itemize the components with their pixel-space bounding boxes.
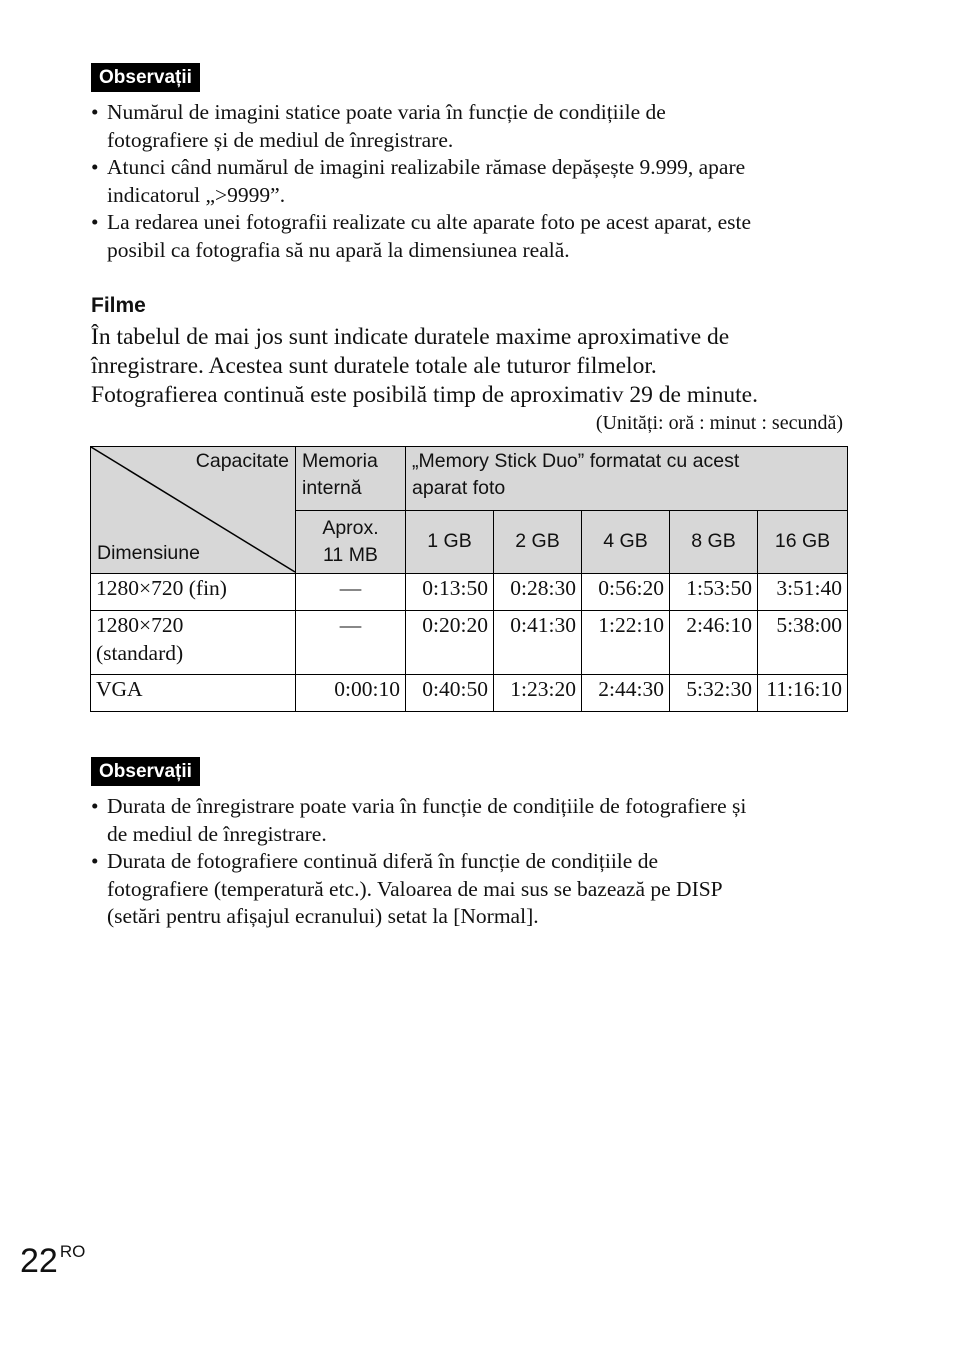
note-line: posibil ca fotografia să nu apară la dimensiunea reală. bbox=[107, 237, 570, 262]
header-line: Aprox. bbox=[322, 516, 379, 539]
row-value: 3:51:40 bbox=[758, 574, 848, 611]
row-value: 0:56:20 bbox=[582, 574, 670, 611]
note-line: fotografiere (temperatură etc.). Valoarea de mai sus se bazează pe DISP bbox=[107, 876, 723, 901]
note-line: • La redarea unei fotografii realizate cu alte aparate foto pe acest aparat, este bbox=[107, 210, 752, 234]
row-value: 2:44:30 bbox=[582, 675, 670, 712]
intro-line: înregistrare. Acestea sunt duratele totale ale tuturor filmelor. bbox=[91, 353, 657, 379]
page-language-code: RO bbox=[59, 1242, 86, 1261]
units-note: (Unități: oră : minut : secundă) bbox=[595, 412, 843, 434]
note-item bbox=[91, 209, 851, 264]
note-line: (setări pentru afișajul ecranului) setat la [Normal]. bbox=[107, 904, 539, 928]
notes-label: Observații bbox=[91, 757, 200, 786]
row-internal: — bbox=[296, 574, 406, 611]
row-value: 0:40:50 bbox=[406, 675, 494, 712]
note-line: indicatorul „>9999”. bbox=[107, 182, 286, 207]
intro-line: Fotografierea continuă este posibilă timp de aproximativ 29 de minute. bbox=[91, 382, 758, 408]
row-value: 0:28:30 bbox=[494, 574, 582, 611]
intro-paragraph bbox=[91, 323, 851, 410]
note-item bbox=[91, 848, 851, 931]
row-value: 1:22:10 bbox=[582, 611, 670, 675]
header-line: Memoria bbox=[302, 450, 378, 472]
notes-label: Observații bbox=[91, 63, 200, 92]
capacity-header: 4 GB bbox=[582, 510, 670, 574]
note-line: fotografiere și de mediul de înregistrare. bbox=[107, 127, 454, 152]
row-value: 1:53:50 bbox=[670, 574, 758, 611]
table-row bbox=[91, 675, 848, 712]
capacity-header: 8 GB bbox=[670, 510, 758, 574]
corner-cell bbox=[91, 447, 296, 574]
note-line: • Atunci când numărul de imagini realizabile rămase depășește 9.999, apare bbox=[107, 155, 746, 179]
row-value: 2:46:10 bbox=[670, 611, 758, 675]
corner-dimension-label: Dimensiune bbox=[97, 542, 200, 564]
note-line: • Numărul de imagini statice poate varia în funcție de condițiile de bbox=[107, 100, 666, 124]
row-value: 0:41:30 bbox=[494, 611, 582, 675]
row-name bbox=[91, 675, 296, 712]
row-value: 5:38:00 bbox=[758, 611, 848, 675]
header-line: 11 MB bbox=[323, 543, 378, 566]
row-value: 0:13:50 bbox=[406, 574, 494, 611]
row-name-line: VGA bbox=[96, 677, 143, 701]
row-name-line: 1280×720 (fin) bbox=[96, 576, 227, 600]
capacity-header: 16 GB bbox=[758, 510, 848, 574]
capacity-header: 2 GB bbox=[494, 510, 582, 574]
row-value: 0:20:20 bbox=[406, 611, 494, 675]
header-line: „Memory Stick Duo” formatat cu acest bbox=[412, 450, 740, 472]
header-line: internă bbox=[302, 477, 362, 499]
row-name-line: (standard) bbox=[96, 640, 184, 665]
corner-capacity-label: Capacitate bbox=[195, 450, 289, 472]
row-name bbox=[91, 611, 296, 675]
table-row bbox=[91, 611, 848, 675]
internal-memory-header bbox=[296, 447, 406, 511]
internal-size-header bbox=[296, 510, 406, 574]
note-item bbox=[91, 99, 851, 154]
capacity-header: 1 GB bbox=[406, 510, 494, 574]
row-name-line: 1280×720 bbox=[96, 613, 184, 637]
section-title: Filme bbox=[91, 294, 146, 317]
table-row bbox=[91, 574, 848, 611]
note-item bbox=[91, 154, 851, 209]
row-internal: — bbox=[296, 611, 406, 675]
recording-time-table bbox=[90, 446, 848, 712]
intro-line: În tabelul de mai jos sunt indicate duratele maxime aproximative de bbox=[91, 324, 730, 350]
row-value: 5:32:30 bbox=[670, 675, 758, 712]
note-line: de mediul de înregistrare. bbox=[107, 821, 327, 846]
row-name bbox=[91, 574, 296, 611]
notes-list bbox=[91, 99, 851, 264]
page-number bbox=[20, 1232, 85, 1281]
note-item bbox=[91, 793, 851, 848]
note-line: • Durata de fotografiere continuă diferă în funcție de condițiile de bbox=[107, 849, 658, 873]
page-number-value: 22 bbox=[20, 1242, 58, 1280]
note-line: • Durata de înregistrare poate varia în funcție de condițiile de fotografiere și bbox=[107, 794, 747, 818]
row-value: 1:23:20 bbox=[494, 675, 582, 712]
header-line: aparat foto bbox=[412, 477, 506, 499]
notes-list bbox=[91, 793, 851, 931]
row-value: 11:16:10 bbox=[758, 675, 848, 712]
row-internal: 0:00:10 bbox=[296, 675, 406, 712]
memory-stick-header bbox=[406, 447, 848, 511]
